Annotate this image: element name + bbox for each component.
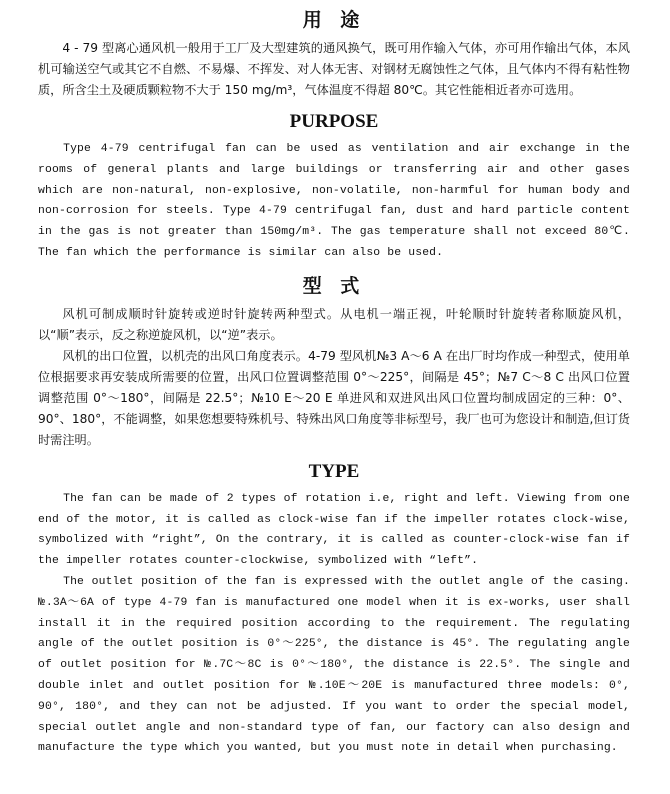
section-title-type-en: TYPE: [308, 460, 360, 482]
section-title-purpose-en: PURPOSE: [289, 111, 379, 132]
paragraph-type-en-1: The fan can be made of 2 types of rotation i.e, right and left. Viewing from one end of the motor, it is called as clock-wise fan if the impeller rotates clock-wise, symbolized with “right”, On the contrary, it is called as counter-clock-wise fan if the impeller rotates counter-clockwise, symbolized with “left”.: [38, 492, 630, 568]
section-title-use-cn: 用 途: [302, 9, 366, 31]
paragraph-purpose-en: Type 4-79 centrifugal fan can be used as ventilation and air exchange in the rooms of general plants and large buildings or transferring air and other gases which are non-natural, non-explosive, non-volatile, non-harmful for human body and non-corrosion for steels. Type 4-79 centrifugal fan, dust and hard particle content in the gas is not greater than 150mg/m³. The gas temperature shall not exceed 80℃. The fan which the performance is similar can also be used.: [38, 143, 630, 259]
paragraph-type-cn-1: 风机可制成顺时针旋转或逆时针旋转两种型式。从电机一端正视，叶轮顺时针旋转者称顺旋风机，以“顺”表示，反之称逆旋风机，以“逆”表示。: [38, 306, 630, 342]
paragraph-type-en-2: The outlet position of the fan is expressed with the outlet angle of the casing. №.3A～6A of type 4-79 fan is manufactured one model when it is ex-works, user shall install it in the required position according to the requirement. The regulating angle of the outlet position is 0°～225°, the distance is 45°. The regulating angle of outlet position for №.7C～8C is 0°～180°, the distance is 22.5°. The single and double inlet and outlet position for №.10E～20E is manufactured three models: 0°, 90°, 180°, and they can not be adjusted. If you want to order the special model, special outlet angle and non-standard type of fan, our factory can also design and manufacture the type which you wanted, but you must note in detail when purchasing.: [38, 575, 630, 755]
section-title-type-cn: 型 式: [302, 274, 366, 297]
document-page: [38, 6, 630, 759]
paragraph-use-cn: 4 - 79 型离心通风机一般用于工厂及大型建筑的通风换气，既可用作输入气体，亦可用作输出气体，本风机可输送空气或其它不自燃、不易爆、不挥发、对人体无害、对钢材无腐蚀性之气体，且气体内不得有粘性物质，所含尘土及硬质颗粒物不大于 150 mg/m³，气体温度不得超 80℃。其它性能相近者亦可选用。: [38, 41, 630, 97]
paragraph-type-cn-2: 风机的出口位置，以机壳的出风口角度表示。4-79 型风机№3 A～6 A 在出厂时均作成一种型式，使用单位根据要求再安装成所需要的位置，出风口位置调整范围 0°～225°，间隔是 45°；№7 C～8 C 出风口位置调整范围 0°～180°，间隔是 22.5°；№10 E～20 E 单进风和双进风出风口位置均制成固定的三种：0°、90°、180°，不能调整，如果您想要特殊机号、特殊出风口角度等非标型号，我厂也可为您设计和制造,但订货时需注明。: [38, 348, 630, 447]
